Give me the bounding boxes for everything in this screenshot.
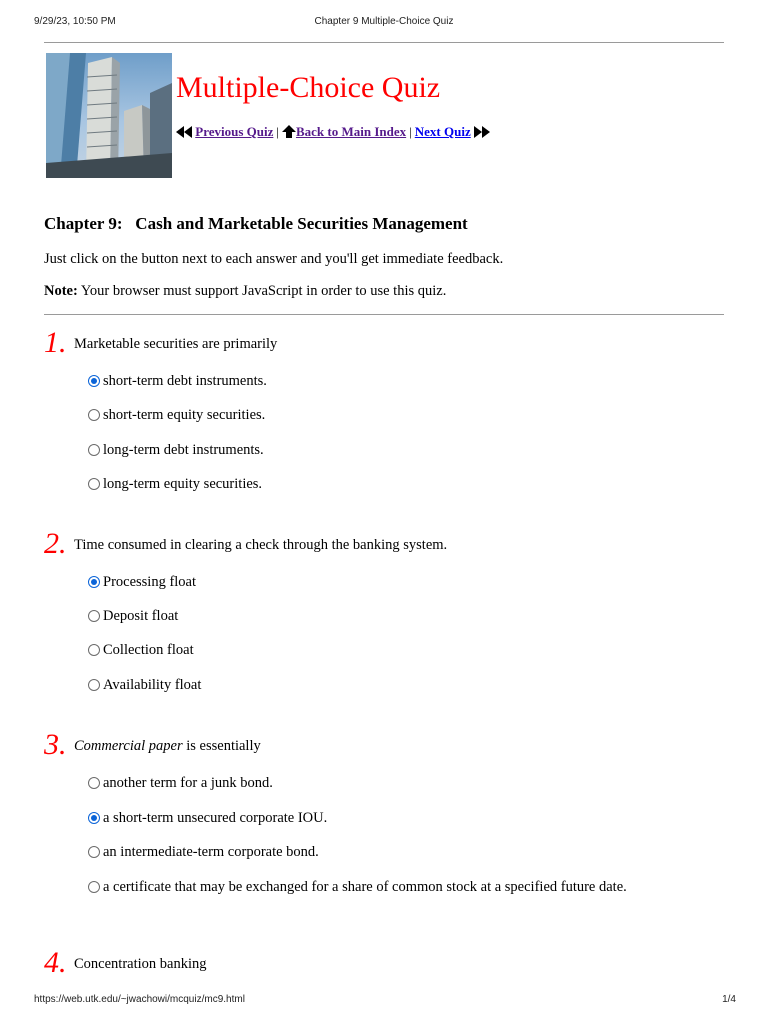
answer-label: an intermediate-term corporate bond. xyxy=(103,844,319,860)
answer-label: another term for a junk bond. xyxy=(103,775,273,791)
print-footer xyxy=(0,994,768,1008)
up-arrow-icon xyxy=(282,125,296,138)
radio-button[interactable] xyxy=(88,444,100,456)
print-header xyxy=(0,10,768,26)
radio-button[interactable] xyxy=(88,881,100,893)
next-quiz-link[interactable]: Next Quiz xyxy=(414,124,471,139)
answer-label: Collection float xyxy=(103,642,194,658)
print-title: Chapter 9 Multiple-Choice Quiz xyxy=(314,16,454,27)
question-number: 3. xyxy=(44,728,67,761)
answer-label: short-term debt instruments. xyxy=(103,373,267,389)
previous-quiz-link[interactable]: Previous Quiz xyxy=(195,124,274,139)
answer-label: Processing float xyxy=(103,574,197,590)
question-term: Commercial paper xyxy=(74,738,183,754)
question-number: 2. xyxy=(44,527,67,560)
chapter-label: Chapter 9: xyxy=(44,214,123,233)
radio-button[interactable] xyxy=(88,644,100,656)
answer-label: long-term debt instruments. xyxy=(103,442,264,458)
note-label: Note: xyxy=(44,283,78,299)
header-divider xyxy=(44,42,724,43)
skyscraper-photo xyxy=(46,53,172,178)
page-url: https://web.utk.edu/~jwachowi/mcquiz/mc9.html xyxy=(34,994,245,1005)
radio-button[interactable] xyxy=(88,679,100,691)
question-text-rest: is essentially xyxy=(182,738,261,754)
instruction-text: Just click on the button next to each answer and you'll get immediate feedback. xyxy=(44,251,504,267)
page-title: Multiple-Choice Quiz xyxy=(176,71,441,104)
main-index-link[interactable]: Back to Main Index xyxy=(295,124,407,139)
fast-forward-icon xyxy=(474,126,490,138)
intro-divider xyxy=(44,314,724,315)
radio-button-selected[interactable] xyxy=(88,576,100,588)
question-number: 1. xyxy=(44,326,67,359)
chapter-name: Cash and Marketable Securities Management xyxy=(135,214,468,233)
radio-button[interactable] xyxy=(88,409,100,421)
chapter-heading xyxy=(44,214,468,234)
radio-button[interactable] xyxy=(88,777,100,789)
question-text: Concentration banking xyxy=(74,956,207,972)
print-datetime: 9/29/23, 10:50 PM xyxy=(34,16,116,27)
question-text xyxy=(74,738,261,755)
rewind-icon xyxy=(176,126,192,138)
note-text: Your browser must support JavaScript in order to use this quiz. xyxy=(77,283,447,299)
question-text: Marketable securities are primarily xyxy=(74,336,278,352)
quiz-navigation xyxy=(176,124,490,140)
answer-label: long-term equity securities. xyxy=(103,476,263,492)
page-number: 1/4 xyxy=(722,994,736,1005)
nav-separator: | xyxy=(409,124,412,139)
answer-label: a short-term unsecured corporate IOU. xyxy=(103,810,328,826)
answer-label: a certificate that may be exchanged for a share of common stock at a specified future date. xyxy=(103,879,627,895)
radio-button[interactable] xyxy=(88,610,100,622)
radio-button-selected[interactable] xyxy=(88,375,100,387)
answer-label: short-term equity securities. xyxy=(103,407,266,423)
question-number: 4. xyxy=(44,946,67,979)
radio-button-selected[interactable] xyxy=(88,812,100,824)
radio-button[interactable] xyxy=(88,478,100,490)
answer-label: Availability float xyxy=(103,677,202,693)
question-text: Time consumed in clearing a check through the banking system. xyxy=(74,537,448,553)
answer-label: Deposit float xyxy=(103,608,179,624)
radio-button[interactable] xyxy=(88,846,100,858)
nav-separator: | xyxy=(276,124,279,139)
javascript-note xyxy=(44,283,446,300)
